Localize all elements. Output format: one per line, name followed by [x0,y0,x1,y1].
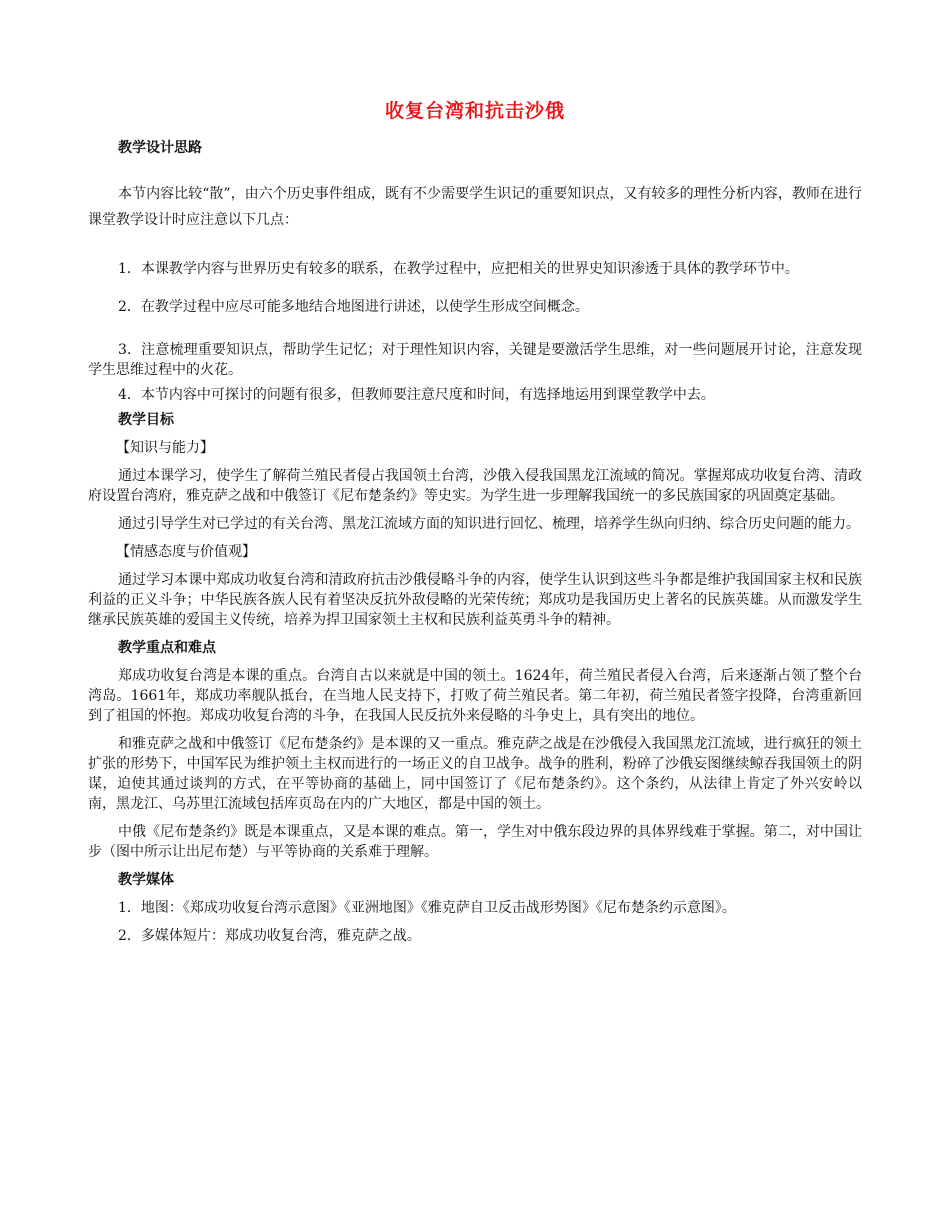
section-heading-key-points: 教学重点和难点 [118,640,216,656]
document-title: 收复台湾和抗击沙俄 [384,100,565,122]
section-heading-objectives: 教学目标 [118,412,174,428]
paragraph: 1．地图：《郑成功收复台湾示意图》《亚洲地图》《雅克萨自卫反击战形势图》《尼布楚条约示意图》。 [118,900,736,916]
paragraph: 1．本课教学内容与世界历史有较多的联系，在教学过程中，应把相关的世界史知识渗透于具体的教学环节中。 [118,261,799,277]
section-heading-design: 教学设计思路 [118,140,202,156]
paragraph: 通过引导学生对已学过的有关台湾、黑龙江流域方面的知识进行回忆、梳理，培养学生纵向归纳、综合历史问题的能力。 [118,516,860,532]
paragraph: 中俄《尼布楚条约》既是本课重点，又是本课的难点。第一，学生对中俄东段边界的具体界线难于掌握。第二，对中国让步（图中所示让出尼布楚）与平等协商的关系难于理解。 [88,824,862,860]
section-heading-media: 教学媒体 [118,872,174,888]
paragraph: 4．本节内容中可探讨的问题有很多，但教师要注意尺度和时间，有选择地运用到课堂教学中去。 [118,387,715,403]
subheading-emotion-values: 【情感态度与价值观】 [116,544,256,560]
subheading-knowledge-ability: 【知识与能力】 [116,440,214,456]
paragraph: 通过本课学习，使学生了解荷兰殖民者侵占我国领土台湾，沙俄入侵我国黑龙江流域的简况。掌握郑成功收复台湾、清政府设置台湾府，雅克萨之战和中俄签订《尼布楚条约》等史实。为学生进一步理解我国统一的多民族国家的巩固奠定基础。 [88,468,862,504]
paragraph: 通过学习本课中郑成功收复台湾和清政府抗击沙俄侵略斗争的内容，使学生认识到这些斗争都是维护我国国家主权和民族利益的正义斗争；中华民族各族人民有着坚决反抗外敌侵略的光荣传统；郑成功是我国历史上著名的民族英雄。从而激发学生继承民族英雄的爱国主义传统，培养为捍卫国家领土主权和民族利益英勇斗争的精神。 [88,572,862,628]
paragraph: 和雅克萨之战和中俄签订《尼布楚条约》是本课的又一重点。雅克萨之战是在沙俄侵入我国黑龙江流域，进行疯狂的领土扩张的形势下，中国军民为维护领土主权而进行的一场正义的自卫战争。战争的胜利，粉碎了沙俄妄图继续鲸吞我国领土的阴谋，迫使其通过谈判的方式，在平等协商的基础上，同中国签订了《尼布楚条约》。这个条约，从法律上肯定了外兴安岭以南，黑龙江、乌苏里江流域包括库页岛在内的广大地区，都是中国的领土。 [88,736,862,812]
paragraph: 郑成功收复台湾是本课的重点。台湾自古以来就是中国的领土。1624年，荷兰殖民者侵入台湾，后来逐渐占领了整个台湾岛。1661年，郑成功率舰队抵台，在当地人民支持下，打败了荷兰殖民者。第二年初，荷兰殖民者签字投降，台湾重新回到了祖国的怀抱。郑成功收复台湾的斗争，在我国人民反抗外来侵略的斗争史上，具有突出的地位。 [88,668,862,724]
paragraph: 本节内容比较“散”，由六个历史事件组成，既有不少需要学生识记的重要知识点，又有较多的理性分析内容，教师在进行课堂教学设计时应注意以下几点： [88,186,862,228]
paragraph: 2．多媒体短片：郑成功收复台湾，雅克萨之战。 [118,928,421,944]
paragraph: 3．注意梳理重要知识点，帮助学生记忆；对于理性知识内容，关键是要激活学生思维，对一些问题展开讨论，注意发现学生思维过程中的火花。 [88,342,862,378]
paragraph: 2．在教学过程中应尽可能多地结合地图进行讲述，以使学生形成空间概念。 [118,299,589,315]
